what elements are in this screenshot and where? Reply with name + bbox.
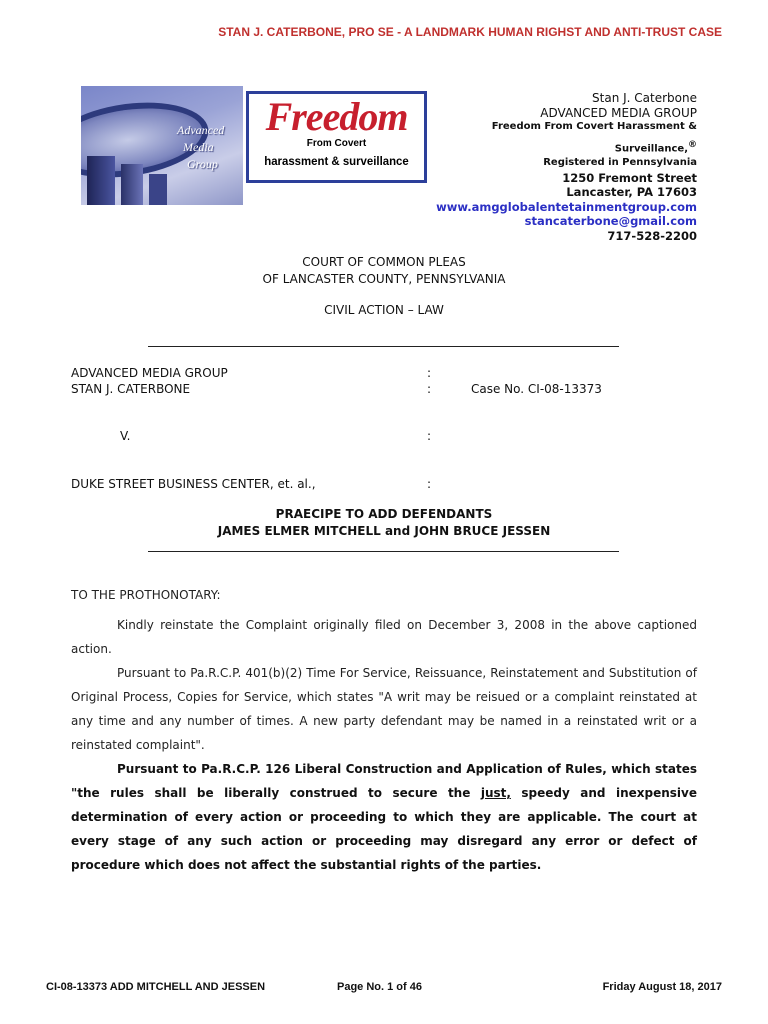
advanced-media-group-logo: [81, 86, 243, 205]
contact-phone: 717-528-2200: [607, 228, 697, 243]
caption-colon: :: [427, 382, 432, 396]
footer-page-number: Page No. 1 of 46: [337, 981, 422, 993]
document-title: PRAECIPE TO ADD DEFENDANTS: [275, 507, 493, 521]
website-link[interactable]: www.amgglobalentetainmentgroup.com: [436, 199, 697, 214]
footer-case-reference: CI-08-13373 ADD MITCHELL AND JESSEN: [46, 981, 266, 993]
footer-date: Friday August 18, 2017: [602, 981, 722, 993]
logo-freedom-word: Freedom: [265, 94, 408, 139]
freedom-from-covert-logo: [246, 91, 427, 183]
contact-city: Lancaster, PA 17603: [566, 185, 697, 200]
logo-subtitle: harassment & surveillance: [264, 154, 409, 168]
email-link[interactable]: stancaterbone@gmail.com: [524, 214, 697, 229]
court-county: OF LANCASTER COUNTY, PENNSYLVANIA: [262, 272, 506, 286]
plaintiff-name: STAN J. CATERBONE: [71, 382, 191, 396]
paragraph-rule-126: [71, 757, 697, 877]
caption-colon: :: [427, 366, 432, 380]
salutation: TO THE PROTHONOTARY:: [71, 588, 221, 602]
contact-org: ADVANCED MEDIA GROUP: [540, 105, 697, 120]
logo-building-graphic: [121, 164, 143, 205]
registered-mark: ®: [688, 139, 697, 150]
divider-line: [148, 346, 619, 347]
logo-text: [177, 122, 241, 173]
case-number: Case No. CI-08-13373: [471, 382, 602, 396]
contact-block: [436, 91, 697, 243]
divider-line: [148, 551, 619, 552]
logo-text-line: Media: [183, 140, 214, 154]
underlined-word-just: just,: [480, 786, 511, 800]
contact-street: 1250 Fremont Street: [562, 170, 697, 185]
logo-building-graphic: [149, 174, 167, 205]
contact-line: [436, 138, 697, 157]
contact-line-text: Surveillance,: [614, 142, 688, 154]
document-banner: STAN J. CATERBONE, PRO SE - A LANDMARK HUMAN RIGHST AND ANTI-TRUST CASE: [218, 25, 722, 39]
logo-text-line: Advanced: [177, 123, 225, 137]
caption-colon: :: [427, 429, 432, 443]
logo-subtitle: From Covert: [306, 138, 367, 149]
contact-line: Freedom From Covert Harassment &: [491, 121, 697, 132]
versus-label: V.: [120, 429, 131, 443]
defendant-name: DUKE STREET BUSINESS CENTER, et. al.,: [71, 477, 316, 491]
civil-action-heading: CIVIL ACTION – LAW: [324, 303, 444, 317]
document-subtitle: JAMES ELMER MITCHELL and JOHN BRUCE JESSEN: [217, 524, 551, 538]
contact-name: Stan J. Caterbone: [592, 91, 697, 105]
paragraph-text: Pursuant to Pa.R.C.P. 126 Liberal Construction and Application of Rules, which states "the rules shall be liberally construed to secure the: [71, 762, 697, 800]
body-text: [71, 613, 697, 877]
logo-text-line: Group: [187, 157, 218, 171]
paragraph-reinstate: Kindly reinstate the Complaint originally filed on December 3, 2008 in the above captioned action.: [71, 618, 697, 656]
plaintiff-name: ADVANCED MEDIA GROUP: [71, 366, 228, 380]
court-name: COURT OF COMMON PLEAS: [302, 255, 466, 269]
logo-building-graphic: [87, 156, 115, 205]
paragraph-rule-401: Pursuant to Pa.R.C.P. 401(b)(2) Time For Service, Reissuance, Reinstatement and Substitution of Original Process, Copies for Service, which states "A writ may be reisued or a complaint reinstated at any time and any number of times. A new party defendant may be named in a reinstated writ or a reinstated complaint".: [71, 666, 697, 752]
contact-line: Registered in Pennsylvania: [543, 157, 697, 169]
paragraph-text: speedy and inexpensive determination of every action or proceeding to which they are applicable. The court at every stage of any such action or proceeding may disregard any error or defect of procedure which does not affect the substantial rights of the parties.: [71, 786, 697, 872]
caption-colon: :: [427, 477, 432, 491]
